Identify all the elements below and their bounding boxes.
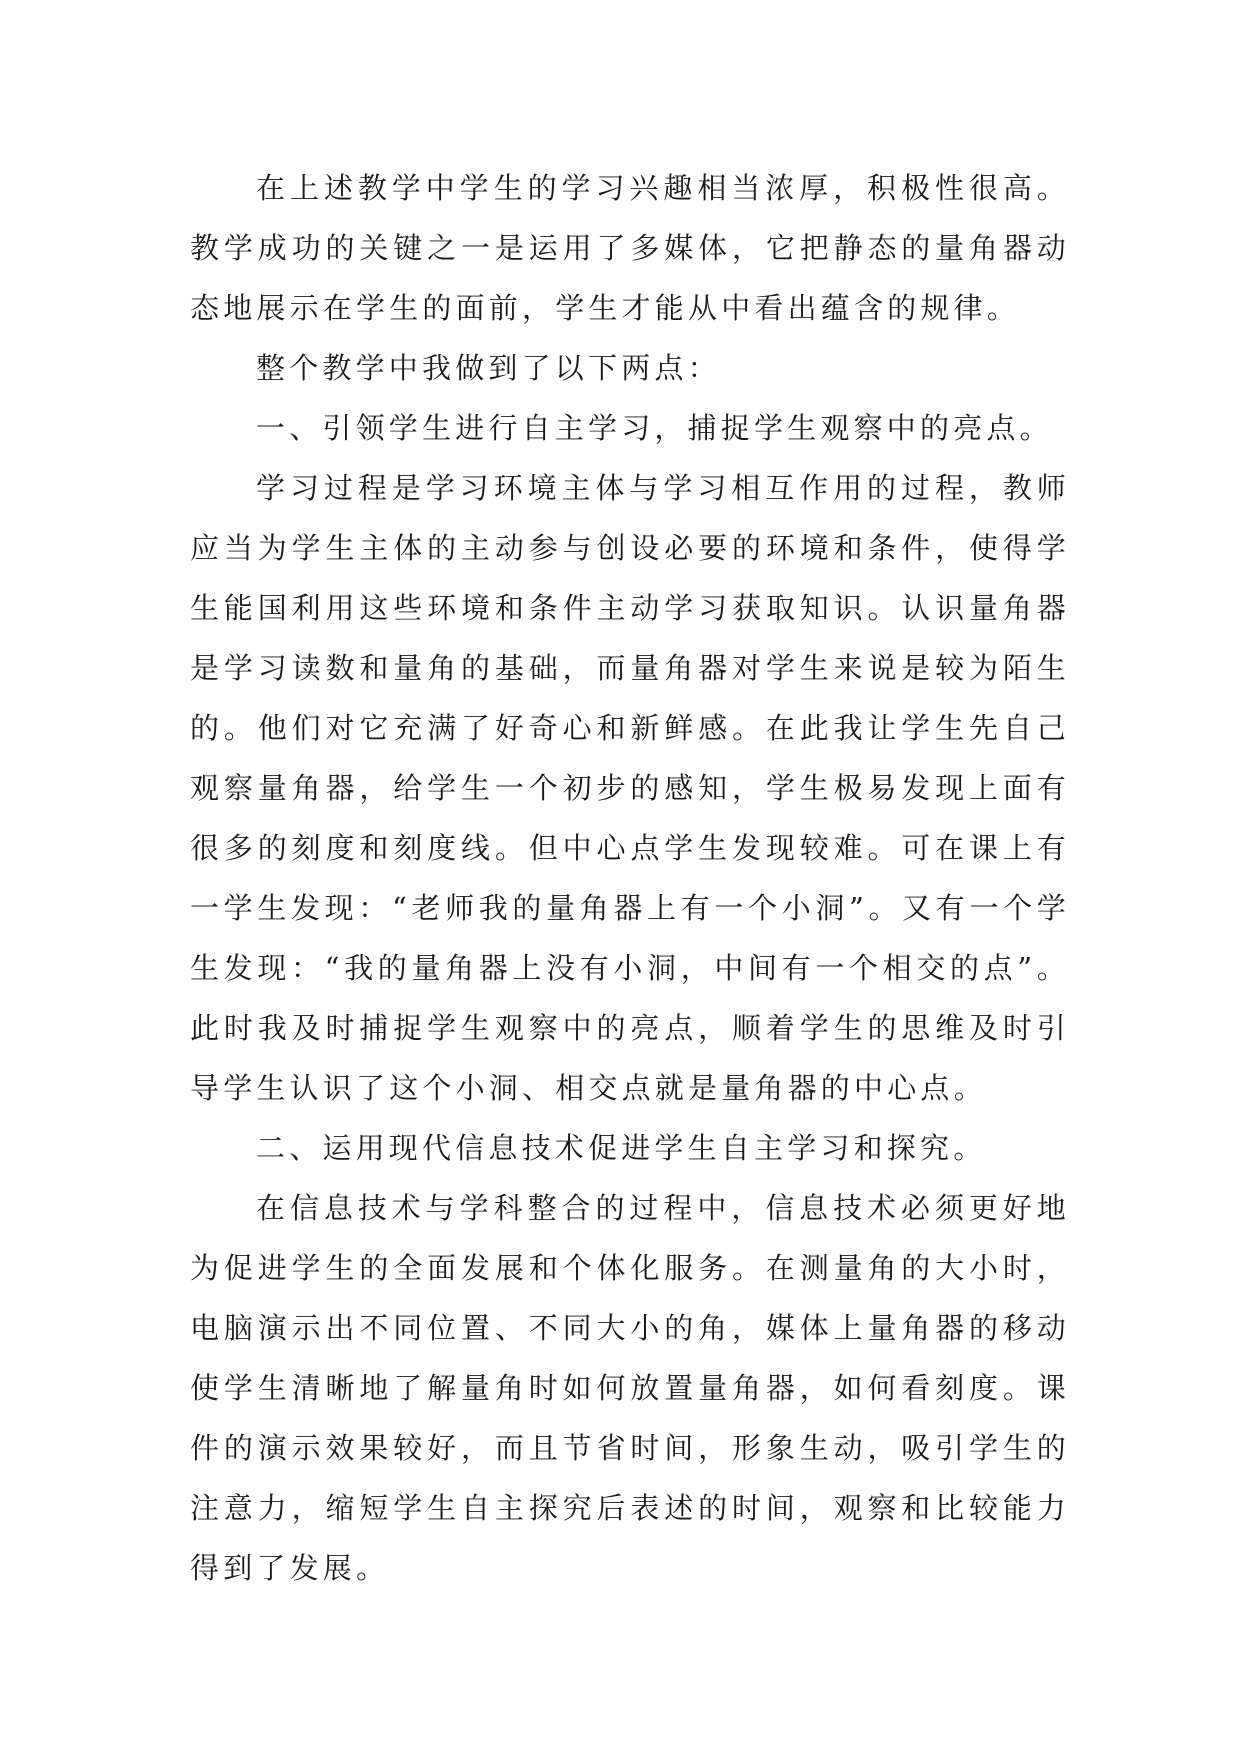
paragraph-summary: 在上述教学中学生的学习兴趣相当浓厚，积极性很高。教学成功的关键之一是运用了多媒体，它把静态的量角器动态地展示在学生的面前，学生才能从中看出蕴含的规律。 [190,171,1070,325]
paragraph-point-two-body: 在信息技术与学科整合的过程中，信息技术必须更好地为促进学生的全面发展和个体化服务。在测量角的大小时，电脑演示出不同位置、不同大小的角，媒体上量角器的移动使学生清晰地了解量角时如何放置量角器，如何看刻度。课件的演示效果较好，而且节省时间，形象生动，吸引学生的注意力，缩短学生自主探究后表述的时间，观察和比较能力得到了发展。 [190,1191,1070,1585]
document-body [190,158,1070,1598]
paragraph-intro-points: 整个教学中我做到了以下两点： [256,351,721,385]
paragraph-point-one-body: 学习过程是学习环境主体与学习相互作用的过程，教师应当为学生主体的主动参与创设必要的环境和条件，使得学生能国利用这些环境和条件主动学习获取知识。认识量角器是学习读数和量角的基础，而量角器对学生来说是较为陌生的。他们对它充满了好奇心和新鲜感。在此我让学生先自己观察量角器，给学生一个初步的感知，学生极易发现上面有很多的刻度和刻度线。但中心点学生发现较难。可在课上有一学生发现：“老师我的量角器上有一个小洞”。又有一个学生发现：“我的量角器上没有小洞，中间有一个相交的点”。此时我及时捕捉学生观察中的亮点，顺着学生的思维及时引导学生认识了这个小洞、相交点就是量角器的中心点。 [190,471,1070,1105]
paragraph-point-one-heading: 一、引领学生进行自主学习，捕捉学生观察中的亮点。 [256,411,1053,445]
paragraph-point-two-heading: 二、运用现代信息技术促进学生自主学习和探究。 [256,1131,987,1165]
